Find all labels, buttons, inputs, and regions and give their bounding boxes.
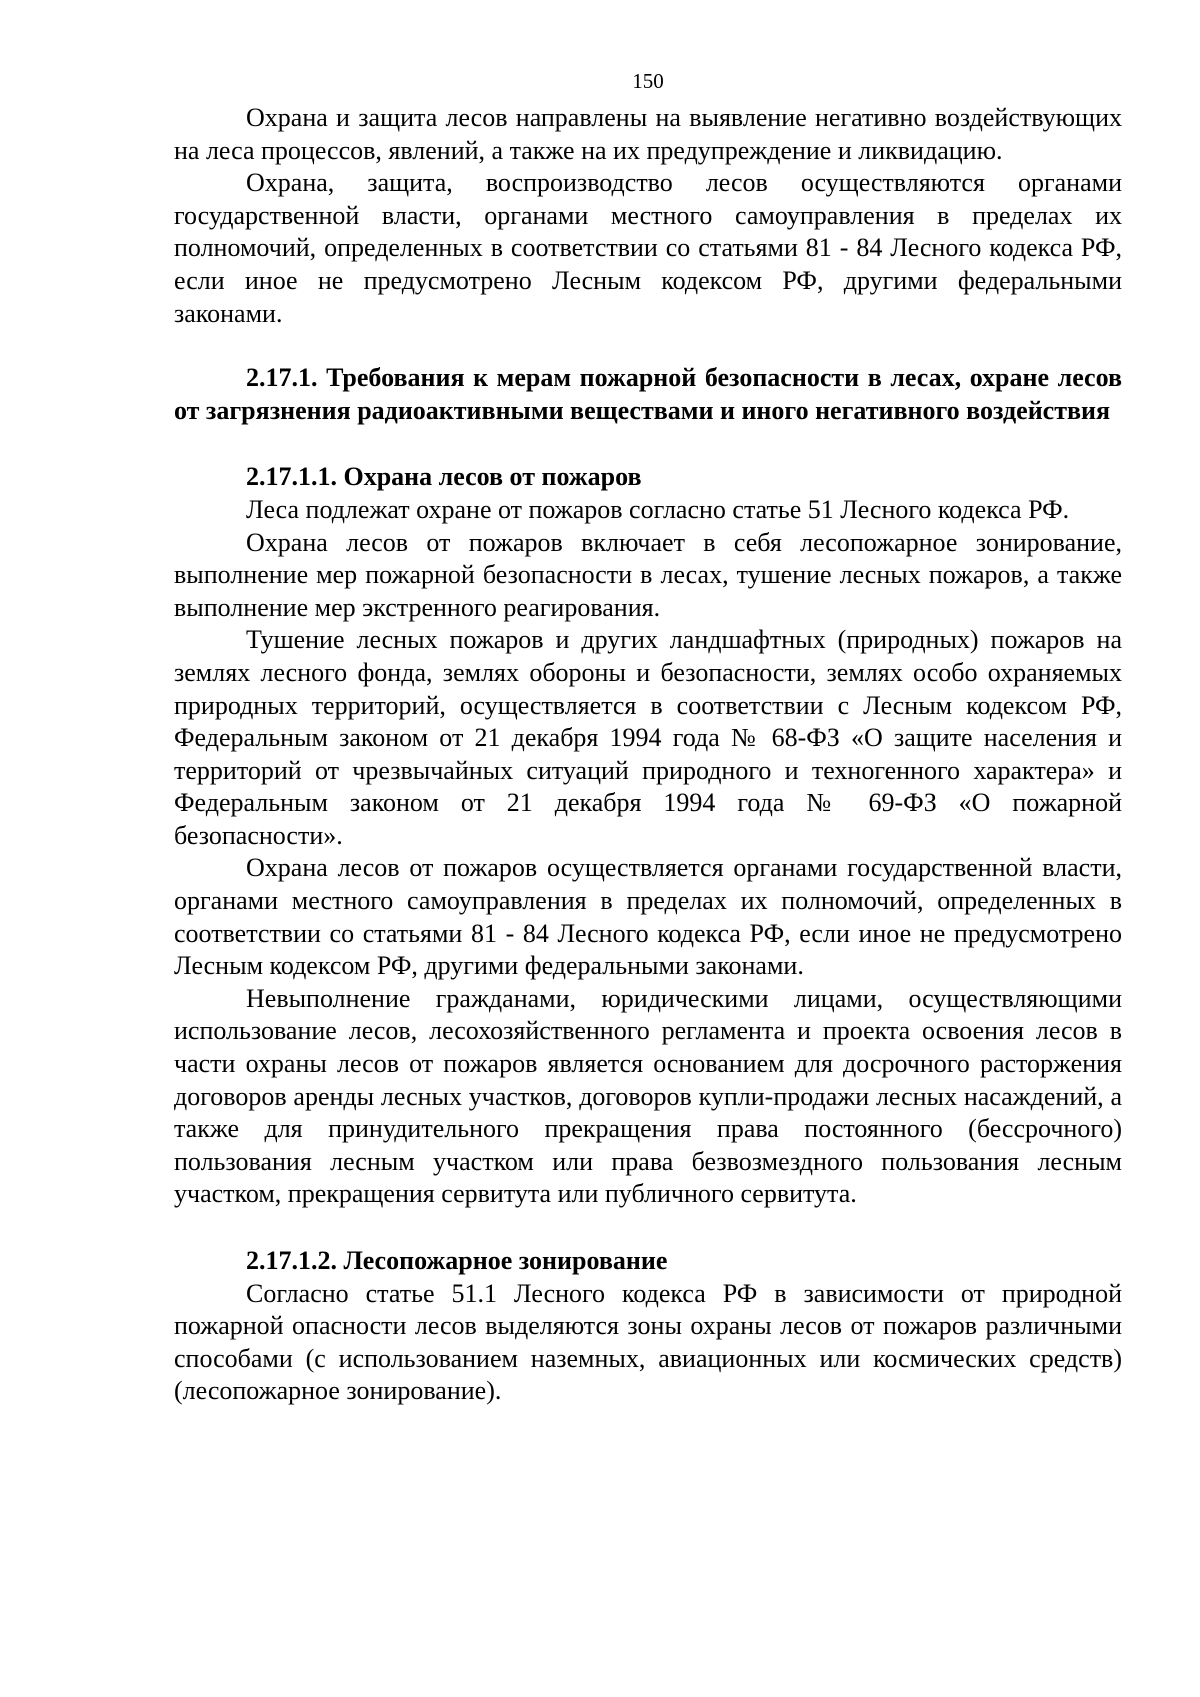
section-2-17-1-1-paragraph-2: Охрана лесов от пожаров включает в себя лесопожарное зонирование, выполнение мер пожарной безопасности в лесах, тушение лесных пожаров, а также выполнение мер экстренного реагирования. bbox=[174, 527, 1122, 622]
section-heading-2-17-1-1: 2.17.1.1. Охрана лесов от пожаров bbox=[246, 462, 642, 492]
spacer bbox=[174, 330, 1122, 362]
intro-paragraph-1: Охрана и защита лесов направлены на выявление негативно воздействующих на леса процессов, явлений, а также на их предупреждение и ликвидацию. bbox=[174, 103, 1122, 165]
spacer bbox=[174, 1211, 1122, 1245]
section-2-17-1-1-paragraph-5: Невыполнение гражданами, юридическими лицами, осуществляющими использование лесов, лесохозяйственного регламента и проекта освоения лесов в части охраны лесов от пожаров является основанием для досрочного расторжения договоров аренды лесных участков, договоров купли-продажи лесных насаждений, а также для принудительного прекращения права постоянного (бессрочного) пользования лесным участком или права безвозмездного пользования лесным участком, прекращения сервитута или публичного сервитута. bbox=[174, 983, 1122, 1209]
spacer bbox=[174, 427, 1122, 461]
page-number: 150 bbox=[632, 69, 664, 93]
intro-paragraph-2: Охрана, защита, воспроизводство лесов осуществляются органами государственной власти, органами местного самоуправления в пределах их полномочий, определенных в соответствии со статьями 81 - 84 Лесного кодекса РФ, если иное не предусмотрено Лесным кодексом РФ, другими федеральными законами. bbox=[174, 168, 1122, 328]
section-heading-2-17-1-2: 2.17.1.2. Лесопожарное зонирование bbox=[246, 1246, 668, 1275]
section-2-17-1-1-paragraph-3: Тушение лесных пожаров и других ландшафтных (природных) пожаров на землях лесного фонда, землях обороны и безопасности, землях особо охраняемых природных территорий, осуществляется в соответствии с Лесным кодексом РФ, Федеральным законом от 21 декабря 1994 года № 68-ФЗ «О защите населения и территорий от чрезвычайных ситуаций природного и техногенного характера» и Федеральным законом от 21 декабря 1994 года № 69-ФЗ «О пожарной безопасности». bbox=[174, 625, 1122, 850]
document-page bbox=[174, 66, 1122, 1408]
section-heading-2-17-1: 2.17.1. Требования к мерам пожарной безопасности в лесах, охране лесов от загрязнения радиоактивными веществами и иного негативного воздействия bbox=[174, 363, 1122, 425]
section-2-17-1-2-paragraph-1: Согласно статье 51.1 Лесного кодекса РФ в зависимости от природной пожарной опасности лесов выделяются зоны охраны лесов от пожаров различными способами (с использованием наземных, авиационных или космических средств) (лесопожарное зонирование). bbox=[174, 1278, 1122, 1406]
section-2-17-1-1-paragraph-4: Охрана лесов от пожаров осуществляется органами государственной власти, органами местного самоуправления в пределах их полномочий, определенных в соответствии со статьями 81 - 84 Лесного кодекса РФ, если иное не предусмотрено Лесным кодексом РФ, другими федеральными законами. bbox=[174, 853, 1122, 981]
section-2-17-1-1-paragraph-1: Леса подлежат охране от пожаров согласно статье 51 Лесного кодекса РФ. bbox=[246, 494, 1070, 524]
